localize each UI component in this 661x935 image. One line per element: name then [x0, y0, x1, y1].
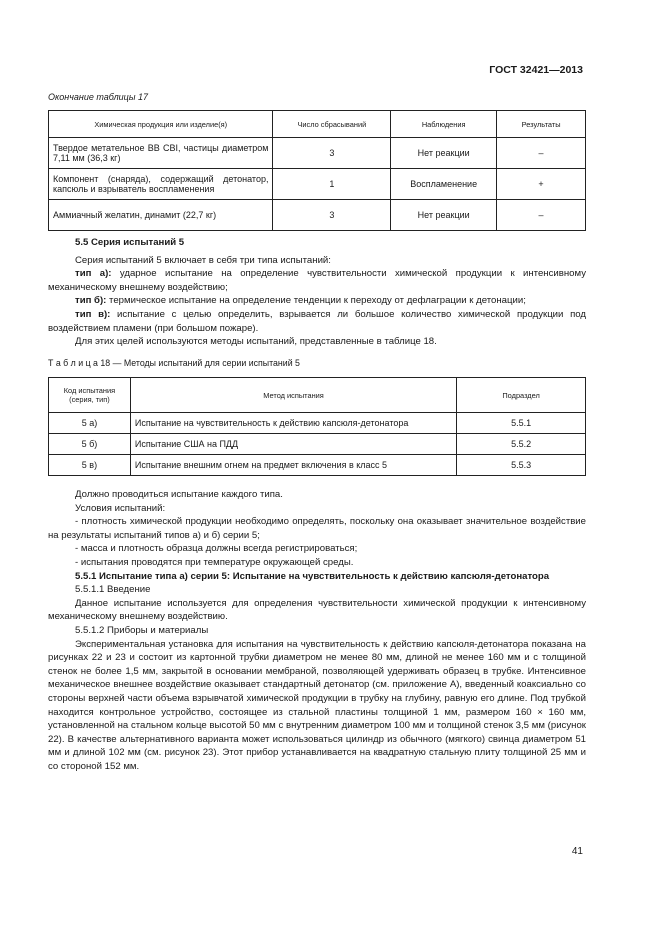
paragraph-type-a [48, 267, 586, 294]
document-header: ГОСТ 32421—2013 [489, 64, 583, 76]
table-cell: 5 а) [49, 413, 131, 434]
column-header: Наблюдения [391, 111, 497, 138]
conditions-block [48, 488, 586, 773]
section-heading: 5.5.1 Испытание типа а) серии 5: Испытание на чувствительность к действию капсюля-детонатора [75, 570, 550, 582]
table-cell: – [497, 200, 586, 231]
table-cell: 5.5.1 [457, 413, 586, 434]
paragraph: - испытания проводятся при температуре окружающей среды. [75, 556, 354, 568]
table-17 [48, 110, 586, 231]
subsection-heading: 5.5.1.2 Приборы и материалы [75, 624, 209, 636]
table-cell: Твердое метательное ВВ CBI, частицы диаметром 7,11 мм (36,3 кг) [49, 138, 273, 169]
table-row [49, 413, 586, 434]
type-text: ударное испытание на определение чувствительности химической продукции к интенсивному механическому внешнему воздействию; [48, 268, 586, 293]
table-cell: 5.5.2 [457, 434, 586, 455]
table-header-row [49, 111, 586, 138]
table-cell: 5 в) [49, 455, 131, 476]
table-cell: Нет реакции [391, 138, 497, 169]
paragraph: Для этих целей используются методы испытаний, представленные в таблице 18. [75, 336, 437, 348]
table18-caption: Т а б л и ц а 18 — Методы испытаний для серии испытаний 5 [48, 358, 300, 368]
paragraph-type-b [48, 294, 586, 308]
table-row [49, 434, 586, 455]
table-cell: + [497, 169, 586, 200]
column-header: Код испытания (серия, тип) [49, 378, 131, 413]
paragraph: Данное испытание используется для определения чувствительности химической продукции к интенсивному механическому внешнему воздействию. [48, 597, 586, 623]
paragraph: Условия испытаний: [75, 502, 166, 514]
table-header-row [49, 378, 586, 413]
subsection-heading: 5.5.1.1 Введение [75, 584, 151, 596]
type-label: тип а): [75, 268, 112, 280]
column-header: Число сбрасываний [273, 111, 391, 138]
page-number: 41 [571, 846, 583, 857]
table-cell: Испытание внешним огнем на предмет включения в класс 5 [130, 455, 456, 476]
paragraph: - масса и плотность образца должны всегда регистрироваться; [75, 543, 358, 555]
column-header: Подраздел [457, 378, 586, 413]
type-label: тип б): [75, 295, 107, 307]
type-text: термическое испытание на определение тенденции к переходу от дефлаграции к детонации; [106, 295, 526, 307]
table-cell: Аммиачный желатин, динамит (22,7 кг) [49, 200, 273, 231]
table-row [49, 138, 586, 169]
table-cell: 3 [273, 200, 391, 231]
table-18 [48, 377, 586, 476]
paragraph: Серия испытаний 5 включает в себя три типа испытаний: [75, 254, 331, 266]
column-header: Результаты [497, 111, 586, 138]
table-cell: Воспламенение [391, 169, 497, 200]
table-cell: Нет реакции [391, 200, 497, 231]
paragraph: Экспериментальная установка для испытания на чувствительность к действию капсюля-детонатора показана на рисунках 22 и 23 и состоит из картонной трубки диаметром не менее 80 мм, длиной не менее 160 мм и с толщиной стенок не более 1,5 мм, закрытой в основании мембраной, позволяющей удерживать образец в трубке. Интенсивное механическое внешнее воздействие оказывает стандартный детонатор (см. приложение А), введенный коаксиально со стороны верхней части объема взрывчатой химической продукции в трубку на глубину, равную его длине. Под трубкой находится контрольное устройство, состоящее из стальной пластины толщиной 1 мм, размером 160 × 160 мм, установленной на стальном кольце высотой 50 мм с внутренним диаметром 100 мм и толщиной стенок 3,5 мм (рисунок 22). В качестве альтернативного варианта может использоваться цилиндр из обычного (мягкого) свинца диаметром 51 мм и длиной 102 мм (см. рисунок 23). Этот прибор устанавливается на квадратную стальную плиту толщиной 25 мм и со стороной 152 мм. [48, 638, 586, 772]
table-cell: – [497, 138, 586, 169]
table-cell: 1 [273, 169, 391, 200]
table-cell: 5 б) [49, 434, 131, 455]
section-heading: 5.5 Серия испытаний 5 [75, 237, 185, 248]
type-text: испытание с целью определить, взрывается ли большое количество химической продукции под воздействием пламени (при большом пожаре). [48, 308, 587, 334]
table-row [49, 455, 586, 476]
paragraph-type-c [48, 308, 586, 335]
table-cell: Испытание на чувствительность к действию капсюля-детонатора [130, 413, 456, 434]
table17-caption: Окончание таблицы 17 [48, 92, 148, 102]
paragraph: Должно проводиться испытание каждого типа. [75, 489, 283, 500]
type-label: тип в): [75, 308, 111, 320]
table-row [49, 200, 586, 231]
paragraph: - плотность химической продукции необходимо определять, поскольку она оказывает значительное воздействие на результаты испытаний типов а) и б) серии 5; [48, 516, 586, 541]
table-cell: Испытание США на ПДД [130, 434, 456, 455]
table-cell: Компонент (снаряда), содержащий детонатор, капсюль и взрыватель воспламенения [49, 169, 273, 200]
column-header: Метод испытания [130, 378, 456, 413]
column-header: Химическая продукция или изделие(я) [49, 111, 273, 138]
table-row [49, 169, 586, 200]
table-cell: 3 [273, 138, 391, 169]
section-5-5 [48, 236, 586, 349]
table-cell: 5.5.3 [457, 455, 586, 476]
